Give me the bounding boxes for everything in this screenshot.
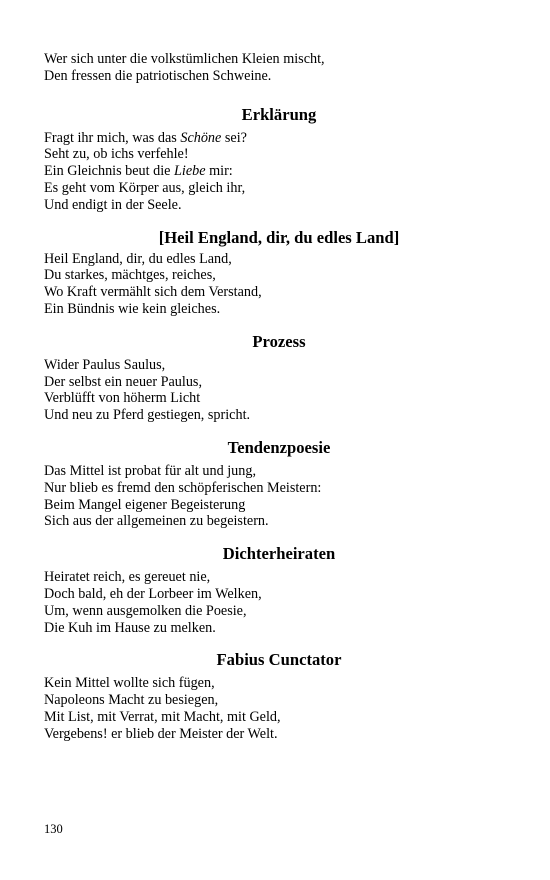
- poem: [44, 332, 514, 424]
- line-text: Doch bald, eh der Lorbeer im Welken,: [44, 585, 262, 602]
- line-text: Kein Mittel wollte sich fügen,: [44, 675, 215, 692]
- line-text: Heil England, dir, du edles Land,: [44, 250, 232, 267]
- poem: [44, 105, 514, 214]
- poem-line: [44, 463, 514, 480]
- line-text: Wider Paulus Saulus,: [44, 356, 166, 373]
- poem-title: Erklärung: [241, 104, 317, 124]
- line-text: Wo Kraft vermählt sich dem Verstand,: [44, 284, 262, 301]
- poem-line: [44, 603, 514, 620]
- poem-line: [44, 709, 514, 726]
- line-text: Nur blieb es fremd den schöpferischen Meistern:: [44, 479, 322, 496]
- book-page: [44, 51, 514, 757]
- poem-line: [44, 180, 514, 197]
- line-text: mir:: [205, 163, 233, 180]
- line-text: Die Kuh im Hause zu melken.: [44, 619, 216, 636]
- poem-line: [44, 163, 514, 180]
- line-text: Und endigt in der Seele.: [44, 196, 182, 213]
- line-text: Vergebens! er blieb der Meister der Welt.: [44, 725, 278, 742]
- poem-line: [44, 586, 514, 603]
- poem-line: [44, 407, 514, 424]
- line-text: Sich aus der allgemeinen zu begeistern.: [44, 513, 269, 530]
- line-text: Der selbst ein neuer Paulus,: [44, 373, 202, 390]
- poem-line: [44, 130, 514, 147]
- poem-line: [44, 146, 514, 163]
- poem-title: Tendenzpoesie: [227, 437, 331, 457]
- poem-title: Dichterheiraten: [222, 544, 336, 564]
- poem: [44, 228, 514, 318]
- line-text: Und neu zu Pferd gestiegen, spricht.: [44, 407, 251, 424]
- line-text: Fragt ihr mich, was das: [44, 129, 181, 146]
- line-text: Es geht vom Körper aus, gleich ihr,: [44, 179, 246, 196]
- emphasized-word: Liebe: [174, 163, 206, 180]
- line-text: Heiratet reich, es gereuet nie,: [44, 569, 211, 586]
- line-text: sei?: [221, 129, 247, 146]
- poem: [44, 650, 514, 742]
- poem-line: [44, 390, 514, 407]
- line-text: Ein Bündnis wie kein gleiches.: [44, 300, 221, 317]
- poem-line: [44, 284, 514, 301]
- line-text: Mit List, mit Verrat, mit Macht, mit Geld,: [44, 708, 281, 725]
- poem-line: [44, 726, 514, 743]
- poem: [44, 544, 514, 636]
- poem-line: [44, 497, 514, 514]
- poem-line: [44, 267, 514, 284]
- line-text: Um, wenn ausgemolken die Poesie,: [44, 602, 247, 619]
- poem-line: [44, 675, 514, 692]
- poem-line: Wer sich unter die volkstümlichen Kleien mischt,: [44, 51, 325, 67]
- line-text: Seht zu, ob ichs verfehle!: [44, 146, 189, 163]
- poem-title: Prozess: [252, 331, 306, 351]
- poem-line: [44, 374, 514, 391]
- line-text: Verblüfft von höherm Licht: [44, 390, 201, 407]
- line-text: Beim Mangel eigener Begeisterung: [44, 496, 246, 513]
- poem-line: [44, 692, 514, 709]
- poem-line: [44, 620, 514, 637]
- poem-title: [Heil England, dir, du edles Land]: [158, 227, 400, 247]
- poem-line: [44, 480, 514, 497]
- line-text: Napoleons Macht zu besiegen,: [44, 692, 219, 709]
- intro-stanza: [44, 51, 514, 85]
- poem-list: [44, 105, 514, 743]
- poem-line: [44, 513, 514, 530]
- line-text: Das Mittel ist probat für alt und jung,: [44, 462, 256, 479]
- poem-line: Den fressen die patriotischen Schweine.: [44, 67, 272, 84]
- emphasized-word: Schöne: [180, 129, 222, 146]
- poem-line: [44, 301, 514, 318]
- poem-line: [44, 569, 514, 586]
- poem-line: [44, 357, 514, 374]
- line-text: Du starkes, mächtges, reiches,: [44, 267, 216, 284]
- poem: [44, 438, 514, 530]
- line-text: Ein Gleichnis beut die: [44, 163, 175, 180]
- poem-line: [44, 197, 514, 214]
- poem-line: [44, 251, 514, 268]
- poem-title: Fabius Cunctator: [216, 650, 342, 670]
- page-number: 130: [44, 822, 63, 836]
